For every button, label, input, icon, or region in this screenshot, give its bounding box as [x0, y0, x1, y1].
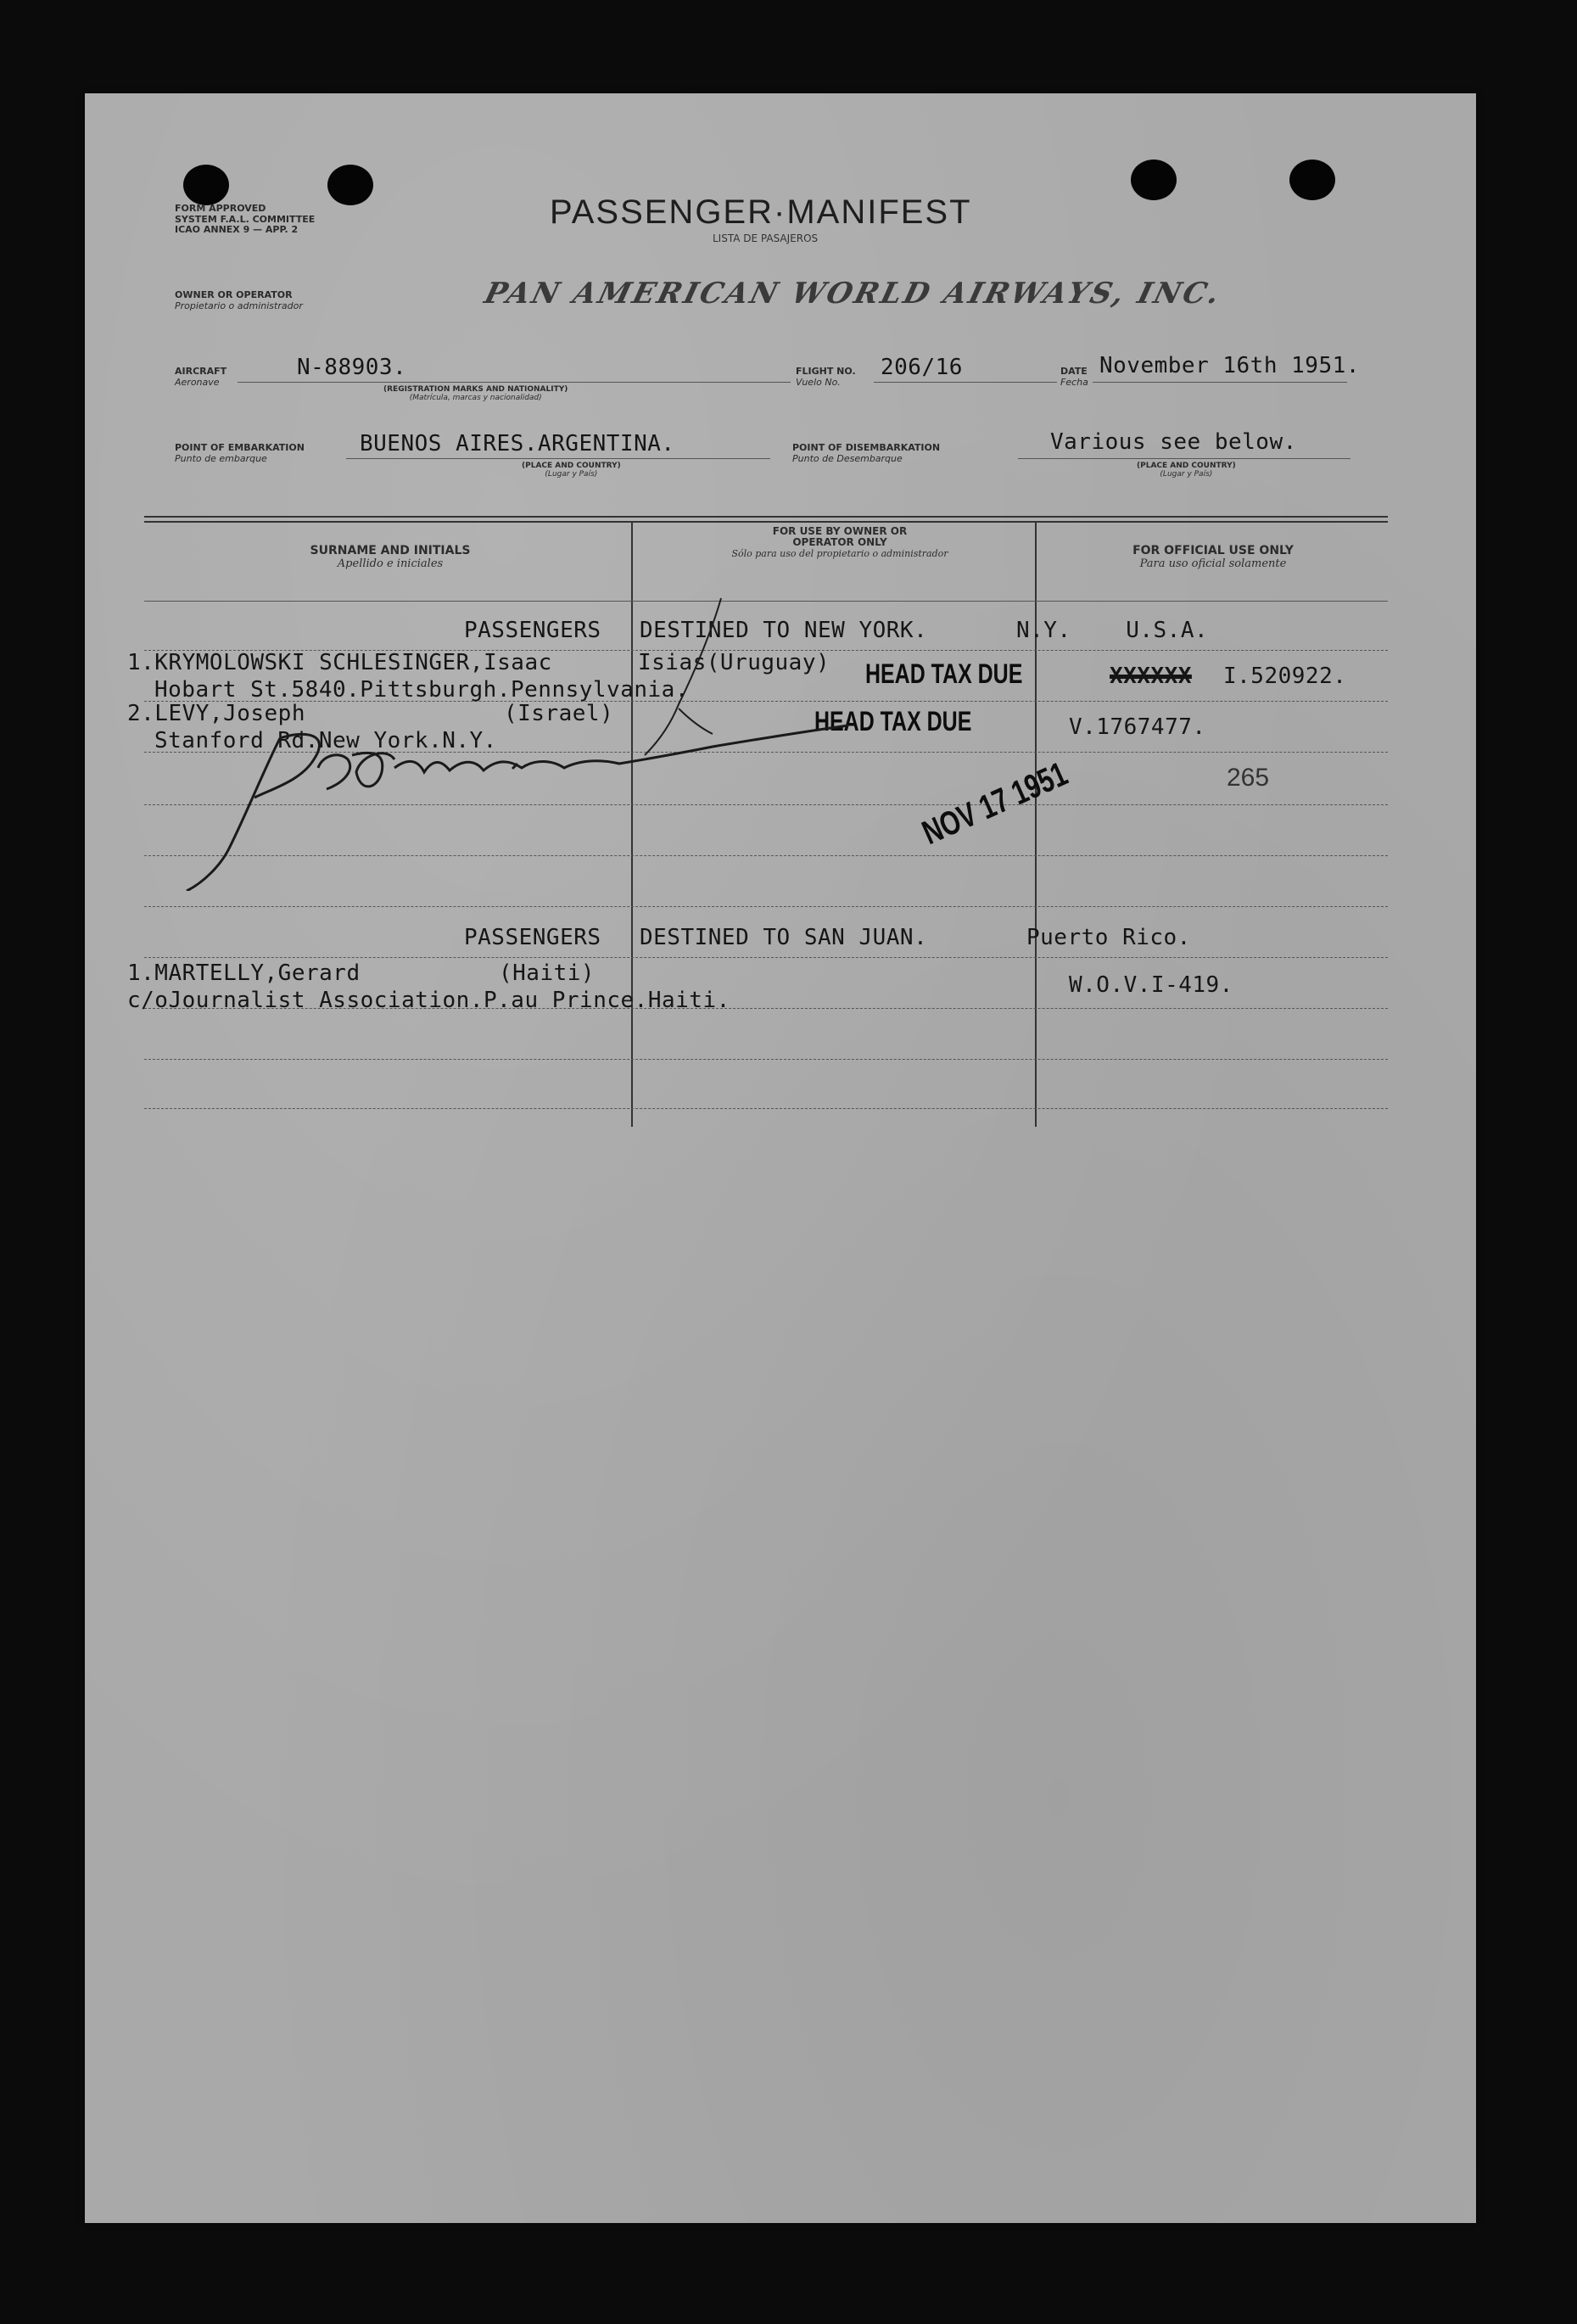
punch-hole — [327, 165, 373, 205]
head-tax-stamp: HEAD TAX DUE — [865, 658, 1023, 689]
passenger-sj-1-name: 1.MARTELLY,Gerard — [127, 960, 361, 986]
embarkation-note: (PLACE AND COUNTRY) (Lugar y País) — [522, 462, 621, 479]
date-value: November 16th 1951. — [1099, 353, 1360, 378]
punch-hole — [183, 165, 229, 205]
column-divider — [1035, 523, 1037, 1127]
signature — [170, 721, 882, 891]
passenger-2-address: Stanford Rd.New York.N.Y. — [154, 728, 497, 753]
head-tax-stamp: HEAD TAX DUE — [814, 706, 972, 736]
section-sj-heading-right: Puerto Rico. — [1026, 925, 1191, 950]
embarkation-line — [346, 458, 770, 459]
column-header-official: FOR OFFICIAL USE ONLY Para uso oficial solamente — [1132, 544, 1294, 571]
owner-label: OWNER OR OPERATOR Propietario o administrador — [175, 289, 303, 311]
flight-no-label: FLIGHT NO. Vuelo No. — [796, 366, 856, 388]
passenger-2-nationality: (Israel) — [504, 701, 614, 726]
table-top-rule — [144, 521, 1388, 523]
passenger-sj-1-address: c/oJournalist Association.P.au Prince.Haiti. — [127, 988, 730, 1013]
passenger-1-official: I.520922. — [1223, 664, 1347, 689]
section-ny-heading-left: PASSENGERS — [464, 618, 601, 643]
date-label: DATE Fecha — [1060, 366, 1088, 388]
punch-hole — [1289, 160, 1335, 200]
passenger-2-name: 2.LEVY,Joseph — [127, 701, 305, 726]
disembarkation-label: POINT OF DISEMBARKATION Punto de Desembarque — [792, 442, 941, 464]
row-rule — [144, 1059, 1388, 1060]
row-rule — [144, 906, 1388, 907]
manifest-sheet — [85, 93, 1476, 2223]
registration-note: (REGISTRATION MARKS AND NATIONALITY) (Matrícula, marcas y nacionalidad) — [383, 385, 568, 403]
punch-hole — [1131, 160, 1177, 200]
form-approval-note: FORM APPROVED SYSTEM F.A.L. COMMITTEE ICAO ANNEX 9 — APP. 2 — [175, 203, 316, 236]
section-ny-heading-mid: DESTINED TO NEW YORK. — [640, 618, 928, 643]
aircraft-line — [238, 382, 791, 383]
company-name: PAN AMERICAN WORLD AIRWAYS, INC. — [481, 277, 1226, 311]
aircraft-label: AIRCRAFT Aeronave — [175, 366, 227, 388]
passenger-1-address: Hobart St.5840.Pittsburgh.Pennsylvania. — [154, 677, 689, 703]
passenger-2-official: V.1767477. — [1069, 714, 1206, 740]
check-mark-line — [628, 594, 730, 764]
embarkation-label: POINT OF EMBARKATION Punto de embarque — [175, 442, 305, 464]
table-top-rule — [144, 516, 1388, 518]
flight-no-line — [874, 382, 1057, 383]
row-rule — [144, 1108, 1388, 1109]
column-header-operator: FOR USE BY OWNER OR OPERATOR ONLY Sólo para uso del propietario o administrador — [731, 525, 948, 560]
document-subtitle: LISTA DE PASAJEROS — [713, 232, 819, 244]
handwritten-number: 265 — [1227, 764, 1270, 792]
passenger-1-name: 1.KRYMOLOWSKI SCHLESINGER,Isaac — [127, 650, 552, 675]
embarkation-value: BUENOS AIRES.ARGENTINA. — [360, 431, 675, 456]
date-received-stamp: NOV 17 1951 — [916, 755, 1073, 853]
section-sj-heading-mid: DESTINED TO SAN JUAN. — [640, 925, 928, 950]
document-title: PASSENGER·MANIFEST — [550, 193, 972, 231]
column-header-surname: SURNAME AND INITIALS Apellido e iniciales — [310, 544, 471, 571]
passenger-sj-1-nationality: (Haiti) — [499, 960, 596, 986]
date-line — [1093, 382, 1347, 383]
section-sj-heading-left: PASSENGERS — [464, 925, 601, 950]
disembarkation-note: (PLACE AND COUNTRY) (Lugar y País) — [1137, 462, 1236, 479]
disembarkation-value: Various see below. — [1050, 429, 1297, 455]
aircraft-value: N-88903. — [297, 355, 407, 380]
row-rule — [144, 601, 1388, 602]
passenger-sj-1-official: W.O.V.I-419. — [1069, 972, 1233, 998]
flight-no-value: 206/16 — [881, 355, 963, 380]
passenger-1-name-cont: Isias(Uruguay) — [638, 650, 830, 675]
struck-text: XXXXXX — [1110, 664, 1192, 689]
row-rule — [144, 957, 1388, 958]
section-ny-heading-right: N.Y. U.S.A. — [1016, 618, 1209, 643]
disembarkation-line — [1018, 458, 1351, 459]
